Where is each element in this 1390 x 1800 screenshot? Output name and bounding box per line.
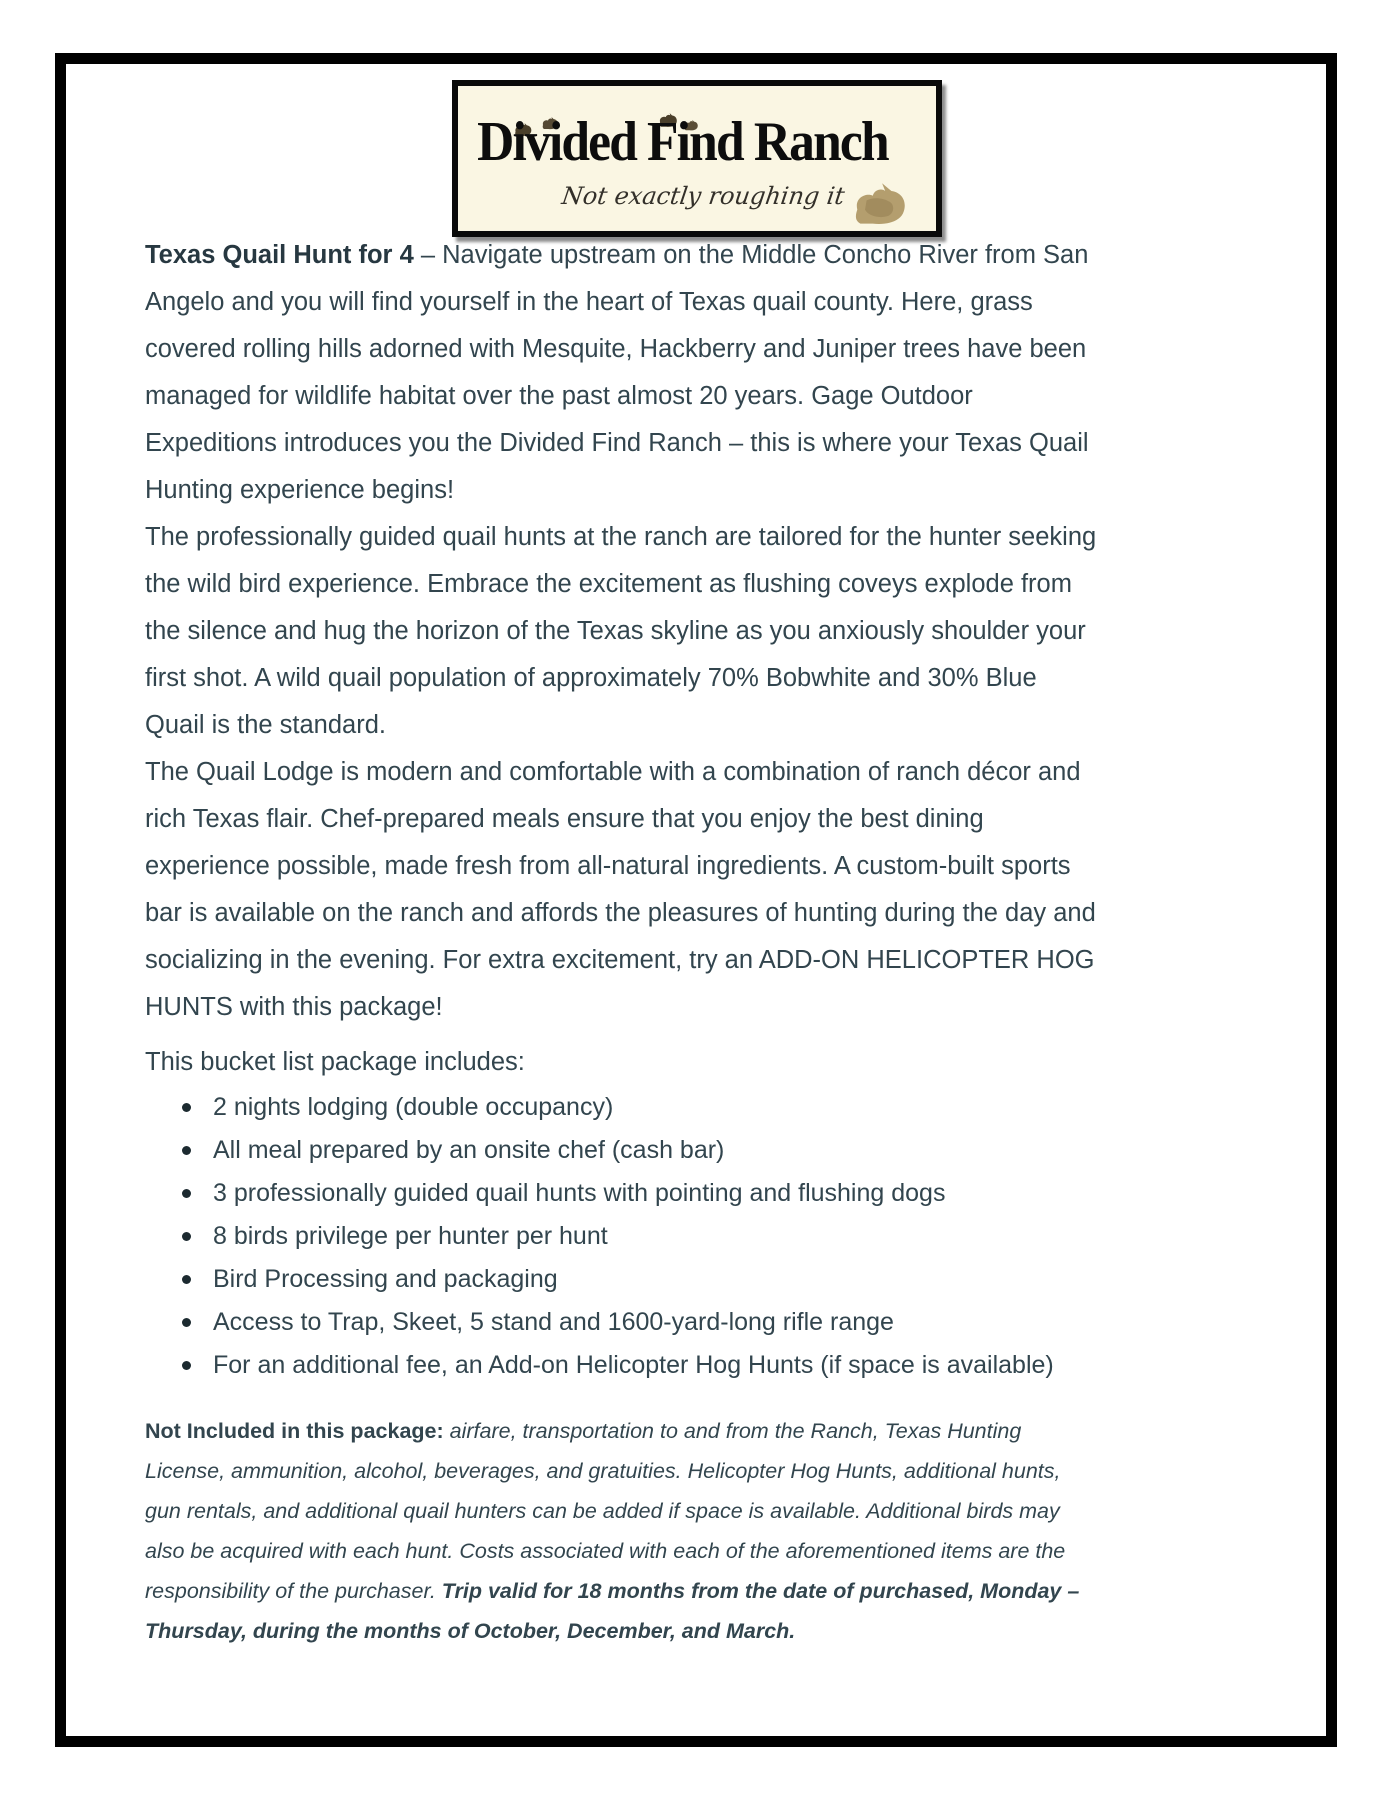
list-item-text: Bird Processing and packaging xyxy=(213,1265,558,1293)
note-validity: Trip valid for 18 months from the date of purchased, Monday – Thursday, during the months of October, December, and March. xyxy=(145,1579,1080,1643)
paragraph-intro xyxy=(145,232,1097,514)
logo-title: Divided Find Ranch xyxy=(477,111,888,173)
list-item xyxy=(213,1215,1333,1258)
list-item xyxy=(213,1258,1333,1301)
package-bullet-list xyxy=(145,1086,1333,1387)
list-item-text: Access to Trap, Skeet, 5 stand and 1600-yard-long rifle range xyxy=(213,1308,894,1336)
paragraph-lodge: The Quail Lodge is modern and comfortable with a combination of ranch décor and rich Texas flair. Chef-prepared meals ensure that you enjoy the best dining experience possible, made fresh from all-natural ingredients. A custom-built sports bar is available on the ranch and affords the pleasures of hunting during the day and socializing in the evening. For extra excitement, try an ADD-ON HELICOPTER HOG HUNTS with this package! xyxy=(145,758,1096,1021)
list-item-text: All meal prepared by an onsite chef (cash bar) xyxy=(213,1136,725,1164)
document-body xyxy=(145,232,1097,1651)
paragraph-hunts: The professionally guided quail hunts at the ranch are tailored for the hunter seeking the wild bird experience. Embrace the excitement as flushing coveys explode from the silence and hug the horizon of the Texas skyline as you anxiously shoulder your first shot. A wild quail population of approximately 70% Bobwhite and 30% Blue Quail is the standard. xyxy=(145,523,1097,739)
paragraph-intro-lead: Texas Quail Hunt for 4 xyxy=(145,241,414,269)
paragraph-intro-text: – Navigate upstream on the Middle Concho River from San Angelo and you will find yourself in the heart of Texas quail county. Here, grass covered rolling hills adorned with Mesquite, Hackberry and Juniper trees have been managed for wildlife habitat over the past almost 20 years. Gage Outdoor Expeditions introduces you the Divided Find Ranch – this is where your Texas Quail Hunting experience begins! xyxy=(145,241,1089,504)
list-item-text: 2 nights lodging (double occupancy) xyxy=(213,1093,614,1121)
list-item xyxy=(213,1301,1333,1344)
package-list-intro: This bucket list package includes: xyxy=(145,1048,525,1076)
logo-tagline: Not exactly roughing it xyxy=(559,182,846,210)
quail-icon xyxy=(848,180,910,230)
list-item-text: For an additional fee, an Add-on Helicopter Hog Hunts (if space is available) xyxy=(213,1351,1054,1379)
list-item xyxy=(213,1129,1333,1172)
ranch-logo xyxy=(452,80,942,237)
list-item-text: 8 birds privilege per hunter per hunt xyxy=(213,1222,608,1250)
not-included-note xyxy=(145,1411,1097,1651)
list-item xyxy=(213,1344,1333,1387)
list-item-text: 3 professionally guided quail hunts with pointing and flushing dogs xyxy=(213,1179,946,1207)
list-item xyxy=(213,1172,1333,1215)
note-lead: Not Included in this package: xyxy=(145,1419,444,1443)
list-item xyxy=(213,1086,1333,1129)
note-body: airfare, transportation to and from the Ranch, Texas Hunting License, ammunition, alcohol, beverages, and gratuities. Helicopter Hog Hunts, additional hunts, gun rentals, and additional quail hunters can be added if space is available. Additional birds may also be acquired with each hunt. Costs associated with each of the aforementioned items are the responsibility of the purchaser. xyxy=(145,1419,1066,1603)
